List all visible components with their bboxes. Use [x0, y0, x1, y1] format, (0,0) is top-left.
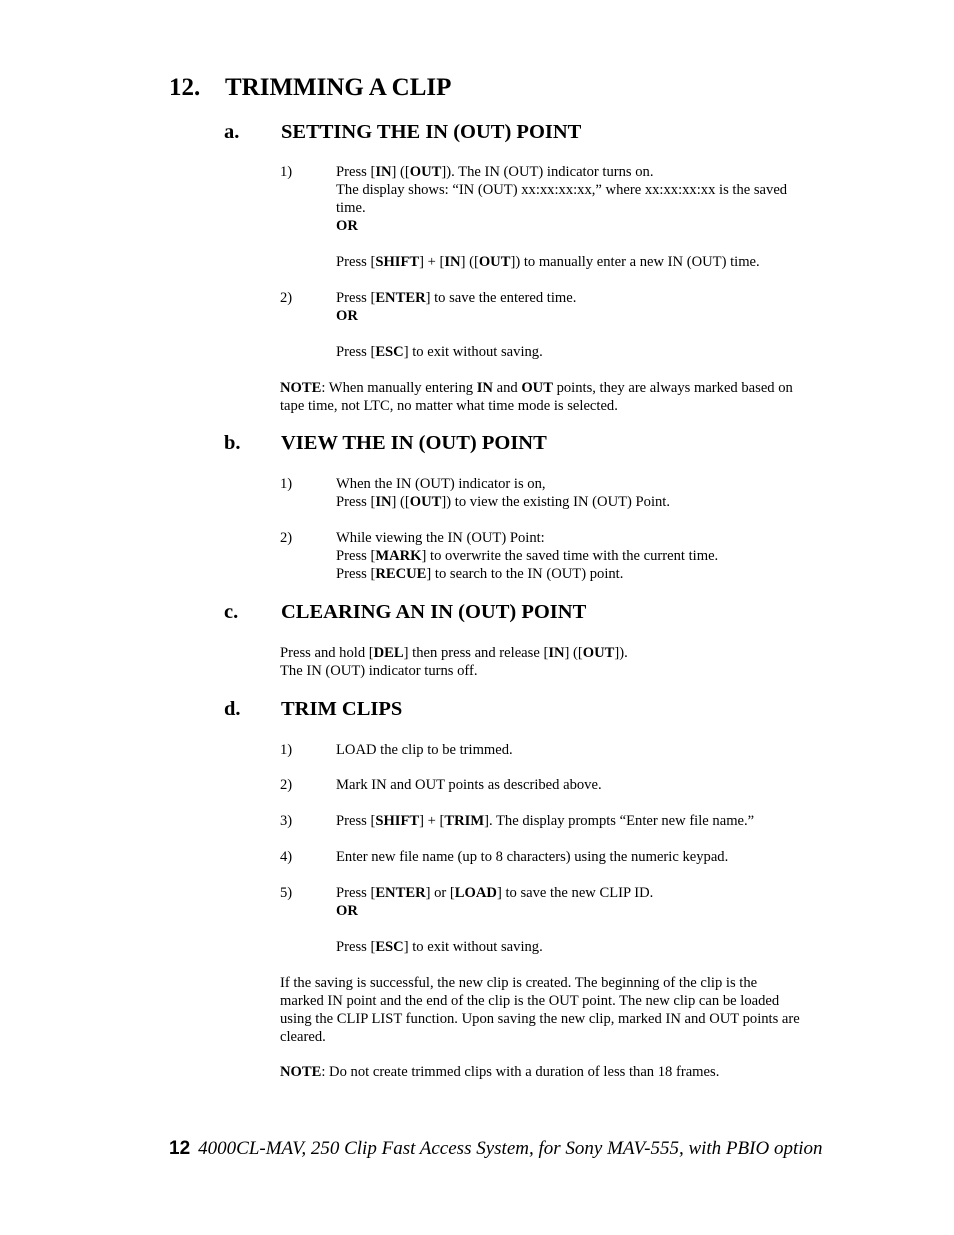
a-note-line-1: NOTE: When manually entering IN and OUT points, they are always marked based on [280, 380, 793, 396]
subsection-a-letter: a. [224, 121, 240, 143]
b-step-1-line-1: When the IN (OUT) indicator is on, [336, 476, 546, 492]
d-step-1-number: 1) [280, 742, 293, 758]
a-step-1-line-3: time. [336, 200, 366, 216]
subsection-c-heading [224, 601, 586, 624]
subsection-d-letter: d. [224, 698, 241, 720]
d-step-5-number: 5) [280, 885, 293, 901]
b-step-1-number: 1) [280, 476, 293, 492]
footer-title: 4000CL-MAV, 250 Clip Fast Access System, for Sony MAV-555, with PBIO option [198, 1138, 823, 1159]
d-step-2-text: Mark IN and OUT points as described above. [336, 777, 602, 793]
d-step-5-alt: Press [ESC] to exit without saving. [336, 939, 543, 955]
b-step-2-line-1: While viewing the IN (OUT) Point: [336, 530, 545, 546]
b-step-2-line-3: Press [RECUE] to search to the IN (OUT) point. [336, 566, 624, 582]
b-step-1-line-2: Press [IN] ([OUT]) to view the existing IN (OUT) Point. [336, 494, 671, 510]
d-step-3-text: Press [SHIFT] + [TRIM]. The display prompts “Enter new file name.” [336, 813, 755, 829]
subsection-b-title: VIEW THE IN (OUT) POINT [281, 432, 547, 454]
d-step-4-text: Enter new file name (up to 8 characters) using the numeric keypad. [336, 849, 729, 865]
section-number: 12. [169, 74, 201, 101]
b-step-2-line-2: Press [MARK] to overwrite the saved time with the current time. [336, 548, 719, 564]
d-paragraph-line-3: using the CLIP LIST function. Upon saving the new clip, marked IN and OUT points are [280, 1011, 800, 1027]
page-number: 12 [169, 1138, 191, 1159]
section-heading [169, 74, 451, 102]
subsection-a-heading [224, 121, 581, 144]
subsection-a-title: SETTING THE IN (OUT) POINT [281, 121, 582, 143]
d-step-5-line-1: Press [ENTER] or [LOAD] to save the new CLIP ID. [336, 885, 654, 901]
b-step-2-number: 2) [280, 530, 293, 546]
d-step-4-number: 4) [280, 849, 293, 865]
a-step-2-line-1: Press [ENTER] to save the entered time. [336, 290, 577, 306]
d-note: NOTE: Do not create trimmed clips with a duration of less than 18 frames. [280, 1064, 720, 1080]
a-step-1-line-2: The display shows: “IN (OUT) xx:xx:xx:xx,” where xx:xx:xx:xx is the saved [336, 182, 788, 198]
subsection-b-heading [224, 432, 547, 455]
a-step-1-or: OR [336, 218, 358, 234]
subsection-d-title: TRIM CLIPS [281, 698, 403, 720]
a-step-1-line-1: Press [IN] ([OUT]). The IN (OUT) indicator turns on. [336, 164, 654, 180]
c-line-2: The IN (OUT) indicator turns off. [280, 663, 478, 679]
section-title: TRIMMING A CLIP [225, 74, 452, 101]
subsection-d-heading [224, 698, 402, 721]
d-paragraph-line-1: If the saving is successful, the new clip is created. The beginning of the clip is the [280, 975, 758, 991]
page-footer [169, 1138, 823, 1160]
a-step-1-alt: Press [SHIFT] + [IN] ([OUT]) to manually enter a new IN (OUT) time. [336, 254, 760, 270]
d-paragraph-line-2: marked IN point and the end of the clip is the OUT point. The new clip can be loaded [280, 993, 780, 1009]
d-step-3-number: 3) [280, 813, 293, 829]
a-step-2-or: OR [336, 308, 358, 324]
subsection-b-letter: b. [224, 432, 241, 454]
subsection-c-letter: c. [224, 601, 239, 623]
d-step-2-number: 2) [280, 777, 293, 793]
a-step-2-number: 2) [280, 290, 293, 306]
a-note-line-2: tape time, not LTC, no matter what time mode is selected. [280, 398, 618, 414]
a-step-2-alt: Press [ESC] to exit without saving. [336, 344, 543, 360]
d-step-1-text: LOAD the clip to be trimmed. [336, 742, 513, 758]
c-line-1: Press and hold [DEL] then press and release [IN] ([OUT]). [280, 645, 628, 661]
d-step-5-or: OR [336, 903, 358, 919]
a-step-1-number: 1) [280, 164, 293, 180]
d-paragraph-line-4: cleared. [280, 1029, 326, 1045]
subsection-c-title: CLEARING AN IN (OUT) POINT [281, 601, 587, 623]
